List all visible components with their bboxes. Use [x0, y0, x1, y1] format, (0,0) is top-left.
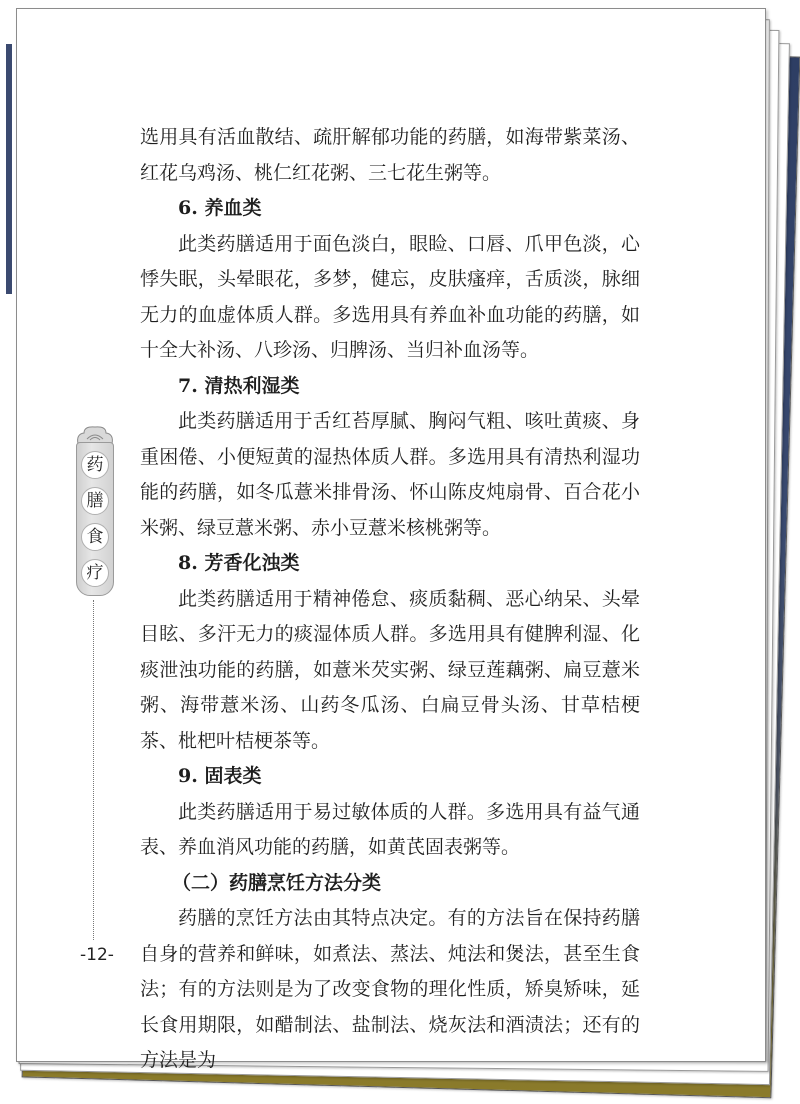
margin-dotted-line	[93, 600, 94, 940]
side-tab-body	[76, 442, 114, 596]
paragraph: 此类药膳适用于易过敏体质的人群。多选用具有益气通表、养血消风功能的药膳，如黄芪固表粥等。	[140, 800, 640, 858]
section-heading: （二）药膳烹饪方法分类	[172, 871, 382, 894]
page-text	[140, 120, 640, 1079]
category-heading: 7. 清热利湿类	[178, 374, 300, 397]
category-heading: 9. 固表类	[178, 765, 262, 787]
side-tab-char: 疗	[81, 559, 109, 587]
side-tab-char: 药	[81, 451, 109, 479]
page-edge-stripe	[6, 44, 12, 294]
paragraph: 此类药膳适用于精神倦怠、痰质黏稠、恶心纳呆、头晕目眩、多汗无力的痰湿体质人群。多选用具有健脾利湿、化痰泄浊功能的药膳，如薏米芡实粥、绿豆莲藕粥、扁豆薏米粥、海带薏米汤、山药冬瓜汤、白扁豆骨头汤、甘草桔梗茶、枇杷叶桔梗茶等。	[140, 587, 640, 752]
side-tab-char: 膳	[81, 487, 109, 515]
chapter-side-tab	[72, 424, 118, 596]
paragraph: 此类药膳适用于舌红苔厚腻、胸闷气粗、咳吐黄痰、身重困倦、小便短黄的湿热体质人群。多选用具有清热利湿功能的药膳，如冬瓜薏米排骨汤、怀山陈皮炖扇骨、百合花小米粥、绿豆薏米粥、赤小豆薏米核桃粥等。	[140, 410, 640, 539]
category-heading: 6. 养血类	[178, 197, 262, 219]
side-tab-char: 食	[81, 523, 109, 551]
paragraph: 药膳的烹饪方法由其特点决定。有的方法旨在保持药膳自身的营养和鲜味，如煮法、蒸法、炖法和煲法，甚至生食法；有的方法则是为了改变食物的理化性质，矫臭矫味，延长食用期限，如醋制法、盐制法、烧灰法和酒渍法；还有的方法是为	[140, 907, 640, 1071]
paragraph: 选用具有活血散结、疏肝解郁功能的药膳，如海带紫菜汤、红花乌鸡汤、桃仁红花粥、三七花生粥等。	[140, 126, 640, 184]
category-heading: 8. 芳香化浊类	[178, 552, 300, 574]
paragraph: 此类药膳适用于面色淡白，眼睑、口唇、爪甲色淡，心悸失眠，头晕眼花，多梦，健忘，皮肤瘙痒，舌质淡，脉细无力的血虚体质人群。多选用具有养血补血功能的药膳，如十全大补汤、八珍汤、归脾汤、当归补血汤等。	[140, 232, 640, 361]
page-number: -12-	[80, 945, 114, 965]
